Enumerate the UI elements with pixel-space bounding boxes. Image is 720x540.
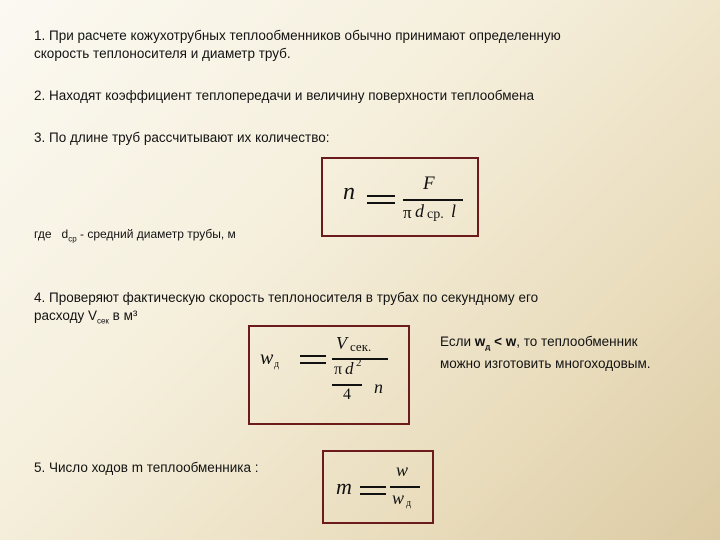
formula-m-denominator: w (392, 488, 405, 508)
item-4-line-2 (34, 306, 137, 332)
where-subscript: ср (68, 234, 77, 244)
item-4-suffix: в м³ (108, 308, 138, 323)
formula-n-box (321, 157, 479, 237)
item-1-line-2: скорость теплоносителя и диаметр труб. (34, 46, 291, 61)
item-5: 5. Число ходов m теплообменника : (34, 460, 259, 475)
formula-w-box (248, 325, 410, 425)
formula-n-subscript: ср. (427, 207, 444, 222)
item-2: 2. Находят коэффициент теплопередачи и величину поверхности теплообмена (34, 88, 534, 103)
item-4-prefix: расходу V (34, 308, 97, 323)
formula-w-lhs: w (260, 347, 274, 369)
formula-m-numerator: w (396, 460, 409, 480)
formula-w-power: 2 (356, 357, 362, 369)
note-wd: w (474, 334, 486, 349)
formula-w-lhs-sub: д (274, 359, 280, 370)
formula-n-d: d (415, 201, 424, 221)
where-rest: - средний диаметр трубы, м (80, 227, 236, 241)
formula-n-pi: π (403, 203, 412, 222)
formula-m-denominator-sub: д (406, 498, 412, 509)
where-line (34, 224, 236, 249)
formula-m-box (322, 450, 434, 524)
item-3: 3. По длине труб рассчитывают их количество: (34, 130, 330, 145)
formula-w-d: d (345, 359, 354, 378)
note-prefix: Если (440, 334, 475, 349)
note-line-2: можно изготовить многоходовым. (440, 356, 651, 371)
formula-w-n: n (374, 377, 383, 397)
note-op: < w (490, 334, 517, 349)
formula-w-four: 4 (343, 386, 351, 403)
formula-w-pi: π (334, 361, 343, 378)
item-4-sub: сек (96, 316, 109, 326)
where-prefix: где (34, 227, 52, 241)
formula-n-numerator: F (423, 173, 435, 194)
formula-w-V-sub: сек. (350, 339, 372, 354)
formula-m-lhs: m (336, 474, 352, 499)
item-4-line-1: 4. Проверяют фактическую скорость теплоносителя в трубах по секундному его (34, 290, 539, 305)
note-suffix: , то теплообменник (516, 334, 638, 349)
item-1-line-1: 1. При расчете кожухотрубных теплообменников обычно принимают определенную (34, 28, 561, 43)
formula-n-l: l (451, 201, 457, 221)
formula-w-V: V (336, 333, 347, 353)
where-symbol: d (61, 227, 69, 241)
formula-n-lhs: n (343, 179, 355, 205)
note-wd-sub: д (485, 342, 491, 352)
